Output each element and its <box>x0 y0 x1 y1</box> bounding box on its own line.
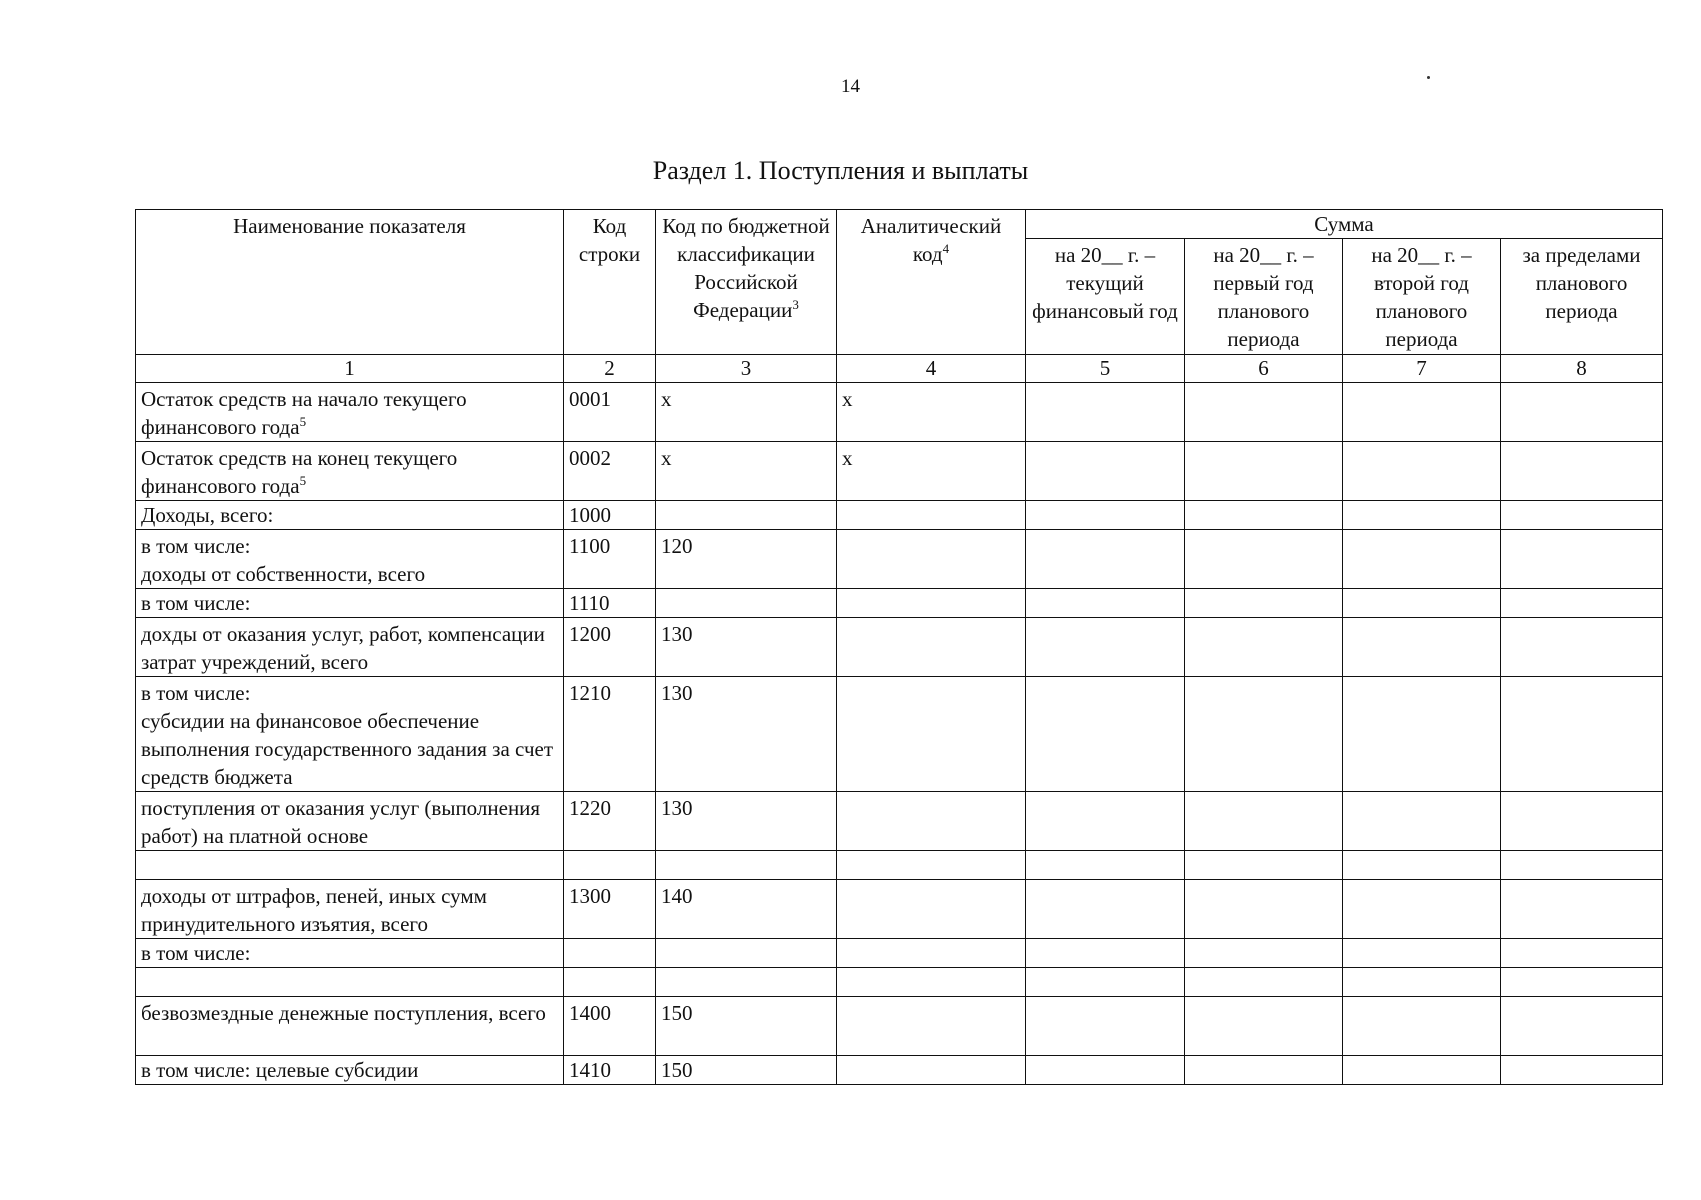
column-number: 4 <box>837 355 1026 383</box>
row-sum-cell <box>1501 851 1663 880</box>
row-sum-cell <box>1343 589 1501 618</box>
row-name-text: дохды от оказания услуг, работ, компенсации затрат учреждений, всего <box>141 622 545 674</box>
row-sum-cell <box>1501 442 1663 501</box>
row-name <box>136 968 564 997</box>
row-name-text: Остаток средств на конец текущего финансового года <box>141 446 458 498</box>
table-row <box>136 851 1663 880</box>
row-sum-cell <box>1185 383 1343 442</box>
row-sum-cell <box>1343 383 1501 442</box>
row-code: 0002 <box>564 442 656 501</box>
row-name <box>136 501 564 530</box>
row-sum-cell <box>1343 997 1501 1056</box>
column-numbers-row <box>136 355 1663 383</box>
row-sum-cell <box>1343 618 1501 677</box>
row-analytic <box>837 968 1026 997</box>
row-sum-cell <box>1501 968 1663 997</box>
row-analytic <box>837 677 1026 792</box>
row-code <box>564 968 656 997</box>
row-code: 1110 <box>564 589 656 618</box>
header-col6: на 20__ г. – первый год планового периода <box>1185 239 1343 355</box>
header-sum: Сумма <box>1026 210 1663 239</box>
table-row <box>136 880 1663 939</box>
row-sum-cell <box>1185 618 1343 677</box>
row-name <box>136 1056 564 1085</box>
table-row <box>136 383 1663 442</box>
row-name-text: в том числе: субсидии на финансовое обеспечение выполнения государственного задания за счет средств бюджета <box>141 681 554 789</box>
row-analytic <box>837 530 1026 589</box>
table-row <box>136 501 1663 530</box>
row-analytic <box>837 1056 1026 1085</box>
row-kbk <box>656 939 837 968</box>
row-code: 1400 <box>564 997 656 1056</box>
row-sum-cell <box>1185 880 1343 939</box>
row-kbk <box>656 968 837 997</box>
row-name-text: Доходы, всего: <box>141 503 274 527</box>
row-sum-cell <box>1343 792 1501 851</box>
header-code-budget: Код по бюджетной классификации Российской Федерации$^3$ <box>656 210 837 355</box>
column-number: 5 <box>1026 355 1185 383</box>
column-number: 8 <box>1501 355 1663 383</box>
table-row <box>136 618 1663 677</box>
row-name-text: в том числе: доходы от собственности, всего <box>141 534 426 586</box>
row-sum-cell <box>1501 501 1663 530</box>
row-sum-cell <box>1185 1056 1343 1085</box>
receipts-payments-table <box>135 209 1663 1085</box>
row-kbk: 140 <box>656 880 837 939</box>
row-name <box>136 677 564 792</box>
row-name <box>136 442 564 501</box>
row-sum-cell <box>1026 939 1185 968</box>
row-sum-cell <box>1026 618 1185 677</box>
column-number: 2 <box>564 355 656 383</box>
header-analytic: Аналитический код$^4$ <box>837 210 1026 355</box>
row-name-text: в том числе: <box>141 591 251 615</box>
row-name-text: безвозмездные денежные поступления, всего <box>141 1001 546 1025</box>
row-sum-cell <box>1026 968 1185 997</box>
row-kbk: 130 <box>656 677 837 792</box>
row-sum-cell <box>1026 530 1185 589</box>
row-kbk: x <box>656 383 837 442</box>
row-code: 1210 <box>564 677 656 792</box>
row-sum-cell <box>1185 968 1343 997</box>
row-name <box>136 997 564 1056</box>
table-row <box>136 968 1663 997</box>
header-col8: за пределами планового периода <box>1501 239 1663 355</box>
row-name-text: в том числе: <box>141 941 251 965</box>
row-sum-cell <box>1343 968 1501 997</box>
row-kbk <box>656 851 837 880</box>
row-sum-cell <box>1343 939 1501 968</box>
row-sum-cell <box>1185 442 1343 501</box>
row-sum-cell <box>1185 530 1343 589</box>
footnote-marker: 5 <box>299 473 307 488</box>
row-name-text: доходы от штрафов, пеней, иных сумм принудительного изъятия, всего <box>141 884 487 936</box>
row-analytic <box>837 939 1026 968</box>
row-sum-cell <box>1185 677 1343 792</box>
footnote-marker: 3 <box>792 297 799 312</box>
row-analytic <box>837 589 1026 618</box>
row-sum-cell <box>1026 589 1185 618</box>
row-kbk: 130 <box>656 792 837 851</box>
column-number: 6 <box>1185 355 1343 383</box>
row-analytic <box>837 997 1026 1056</box>
row-sum-cell <box>1501 530 1663 589</box>
row-sum-cell <box>1185 792 1343 851</box>
row-sum-cell <box>1501 618 1663 677</box>
row-name <box>136 530 564 589</box>
row-sum-cell <box>1185 589 1343 618</box>
row-sum-cell <box>1185 939 1343 968</box>
row-code: 1300 <box>564 880 656 939</box>
table-row <box>136 1056 1663 1085</box>
row-code <box>564 851 656 880</box>
row-sum-cell <box>1026 1056 1185 1085</box>
row-analytic <box>837 880 1026 939</box>
row-sum-cell <box>1026 880 1185 939</box>
row-kbk: 150 <box>656 997 837 1056</box>
table-row <box>136 792 1663 851</box>
row-sum-cell <box>1026 792 1185 851</box>
row-sum-cell <box>1501 880 1663 939</box>
row-sum-cell <box>1501 939 1663 968</box>
row-code: 1000 <box>564 501 656 530</box>
row-sum-cell <box>1026 383 1185 442</box>
column-number: 1 <box>136 355 564 383</box>
row-name <box>136 618 564 677</box>
row-kbk <box>656 589 837 618</box>
row-name <box>136 792 564 851</box>
row-analytic: x <box>837 383 1026 442</box>
row-kbk: x <box>656 442 837 501</box>
section-title: Раздел 1. Поступления и выплаты <box>652 156 1029 185</box>
row-kbk <box>656 501 837 530</box>
row-sum-cell <box>1343 851 1501 880</box>
row-analytic <box>837 792 1026 851</box>
table-row <box>136 677 1663 792</box>
table-row <box>136 530 1663 589</box>
row-sum-cell <box>1026 851 1185 880</box>
row-sum-cell <box>1501 1056 1663 1085</box>
row-name <box>136 939 564 968</box>
row-name <box>136 383 564 442</box>
row-sum-cell <box>1026 501 1185 530</box>
row-name-text: в том числе: целевые субсидии <box>141 1058 419 1082</box>
row-kbk: 150 <box>656 1056 837 1085</box>
row-kbk: 120 <box>656 530 837 589</box>
row-sum-cell <box>1026 442 1185 501</box>
row-sum-cell <box>1185 997 1343 1056</box>
row-sum-cell <box>1185 501 1343 530</box>
column-number: 7 <box>1343 355 1501 383</box>
row-sum-cell <box>1501 997 1663 1056</box>
row-name <box>136 589 564 618</box>
header-col7: на 20__ г. – второй год планового периода <box>1343 239 1501 355</box>
row-code: 1410 <box>564 1056 656 1085</box>
header-code-line: Код строки <box>564 210 656 355</box>
row-analytic <box>837 501 1026 530</box>
row-sum-cell <box>1343 442 1501 501</box>
row-sum-cell <box>1501 383 1663 442</box>
row-code <box>564 939 656 968</box>
row-code: 1100 <box>564 530 656 589</box>
header-col5: на 20__ г. – текущий финансовый год <box>1026 239 1185 355</box>
table-row <box>136 997 1663 1056</box>
row-name <box>136 880 564 939</box>
table-row <box>136 442 1663 501</box>
row-sum-cell <box>1343 530 1501 589</box>
scan-speck <box>1427 76 1430 79</box>
table-row <box>136 939 1663 968</box>
footnote-marker: 5 <box>299 414 307 429</box>
row-sum-cell <box>1501 792 1663 851</box>
row-sum-cell <box>1343 880 1501 939</box>
row-sum-cell <box>1026 997 1185 1056</box>
row-analytic: x <box>837 442 1026 501</box>
row-name <box>136 851 564 880</box>
row-name-text: поступления от оказания услуг (выполнения работ) на платной основе <box>141 796 541 848</box>
column-number: 3 <box>656 355 837 383</box>
row-name-text: Остаток средств на начало текущего финансового года <box>141 387 467 439</box>
row-kbk: 130 <box>656 618 837 677</box>
row-code: 0001 <box>564 383 656 442</box>
row-analytic <box>837 618 1026 677</box>
row-sum-cell <box>1185 851 1343 880</box>
row-analytic <box>837 851 1026 880</box>
page-number: 14 <box>841 76 860 97</box>
row-sum-cell <box>1343 1056 1501 1085</box>
row-code: 1200 <box>564 618 656 677</box>
row-sum-cell <box>1343 501 1501 530</box>
header-name: Наименование показателя <box>136 210 564 355</box>
row-sum-cell <box>1501 589 1663 618</box>
row-sum-cell <box>1343 677 1501 792</box>
table-row <box>136 589 1663 618</box>
row-code: 1220 <box>564 792 656 851</box>
footnote-marker: 4 <box>942 241 950 256</box>
row-sum-cell <box>1026 677 1185 792</box>
row-sum-cell <box>1501 677 1663 792</box>
